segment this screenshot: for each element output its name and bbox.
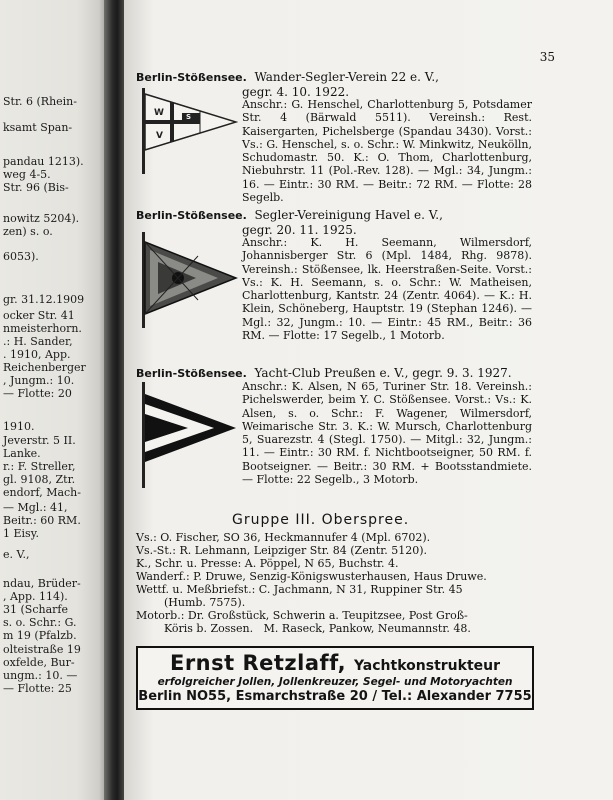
left-page-line: pandau 1213). (3, 155, 84, 168)
left-page-line: — Mgl.: 41, (3, 501, 68, 514)
left-page-line: nmeisterhorn. (3, 322, 82, 335)
entry-heading (136, 70, 536, 85)
left-page-line: s. o. Schr.: G. (3, 616, 77, 629)
left-page-line: ungm.: 10. — (3, 669, 78, 682)
left-page-line: 6053). (3, 250, 39, 263)
left-page-line: Beitr.: 60 RM. (3, 514, 81, 527)
flag-letter: S (186, 113, 192, 121)
ad-headline (138, 651, 532, 675)
left-page-line: Str. 6 (Rhein- (3, 95, 77, 108)
entry-club-name: Wander-Segler-Verein 22 e. V., (254, 70, 439, 84)
left-page-line: 31 (Scharfe (3, 603, 68, 616)
left-page-line: zen) s. o. (3, 225, 53, 238)
ad-tagline: erfolgreicher Jollen, Jollenkreuzer, Segel- und Motoryachten (157, 676, 513, 688)
group-line: Motorb.: Dr. Großstück, Schwerin a. Teupitzsee, Post Groß- (136, 609, 468, 622)
left-page-line: m 19 (Pfalzb. (3, 629, 77, 642)
left-page-line: 1 Eisy. (3, 527, 39, 540)
ad-address: Berlin NO55, Esmarchstraße 20 / Tel.: Alexander 7755 (138, 689, 532, 704)
club-entry-havel (136, 208, 536, 368)
group-line: Wanderf.: P. Druwe, Senzig-Königswusterhausen, Haus Druwe. (136, 570, 487, 583)
ad-name: Ernst Retzlaff, (169, 651, 347, 675)
left-page-line: Str. 96 (Bis- (3, 181, 69, 194)
pennant-preussen-icon (138, 380, 238, 490)
entry-founded: gegr. 20. 11. 1925. (242, 223, 357, 237)
left-page-line: oxfelde, Bur- (3, 656, 75, 669)
left-page-line: , App. 114). (3, 590, 68, 603)
left-page-line: ocker Str. 41 (3, 309, 75, 322)
left-page-line: weg 4-5. (3, 168, 51, 181)
left-page-line: olteistraße 19 (3, 643, 81, 656)
left-page-line: — Flotte: 20 (3, 387, 72, 400)
left-page-line: .: H. Sander, (3, 335, 73, 348)
ad-role: Yachtkonstrukteur (353, 658, 500, 674)
flag-letter: W (154, 108, 164, 118)
left-page-line: nowitz 5204). (3, 212, 80, 225)
entry-club-name: Segler-Vereinigung Havel e. V., (254, 208, 443, 222)
left-page-line: r.: F. Streller, (3, 460, 76, 473)
left-page-line: gl. 9108, Ztr. (3, 473, 76, 486)
flag-letter: V (156, 131, 163, 141)
entry-details: Anschr.: K. Alsen, N 65, Turiner Str. 18. Vereinsh.: Pichelswerder, beim Y. C. Stößensee. Vorst.: Vs.: K. Alsen, s. o. Schr.: F. Wagener, Wilmersdorf, Weimarische Str. 3. K.: W. Mursch, Charlottenburg 5, Suarezstr. 4 (Stegl. 1750). — Mitgl.: 32, Jungm.: 11. — Eintr.: 30 RM. f. Nichtbootseigner, 50 RM. f. Bootseigner. — Beitr.: 30 RM. + Bootsstandmiete. — Flotte: 22 Segelb., 3 Motorb. (242, 380, 532, 487)
left-page-line: — Flotte: 25 (3, 682, 72, 695)
left-page-line: 1910. (3, 420, 35, 433)
club-entry-preussen (136, 366, 536, 506)
left-page-line: endorf, Mach- (3, 486, 81, 499)
entry-details: Anschr.: K. H. Seemann, Wilmersdorf, Johannisberger Str. 6 (Mpl. 1484, Rhg. 9878). Vereinsh.: Stößensee, lk. Heerstraßen-Seite. Vorst.: Vs.: K. H. Seemann, s. o. Schr.: W. Matheisen, Charlottenburg, Kantstr. 24 (Zentr. 4064). — K.: H. Klein, Schöneberg, Hauptstr. 19 (Stephan 1246). — Mgl.: 32, Jungm.: 10. — Eintr.: 45 RM., Beitr.: 36 RM. — Flotte: 17 Segelb., 1 Motorb. (242, 236, 532, 343)
pennant-wsv-icon (138, 86, 238, 176)
left-page-line: ndau, Brüder- (3, 577, 81, 590)
entry-heading (136, 208, 536, 223)
left-page-line: Lanke. (3, 447, 41, 460)
entry-location: Berlin-Stößensee. (136, 209, 247, 222)
entry-details: Anschr.: G. Henschel, Charlottenburg 5, Potsdamer Str. 4 (Bärwald 5511). Vereinsh.: Rest. Kaisergarten, Pichelsberge (Spandau 3430). Vorst.: Vs.: G. Henschel, s. o. Schr.: W. Minkwitz, Neukölln, Schudomastr. 50. K.: O. Thom, Charlottenburg, Niebuhrstr. 11 (Pol.-Rev. 128). — Mgl.: 34, Jungm.: 16. — Eintr.: 30 RM. — Beitr.: 72 RM. — Flotte: 28 Segelb. (242, 98, 532, 205)
entry-location: Berlin-Stößensee. (136, 71, 247, 84)
club-entry-wander-segler (136, 70, 536, 210)
advertisement-box (136, 646, 534, 710)
entry-founded: gegr. 4. 10. 1922. (242, 85, 350, 99)
group-title: Gruppe III. Oberspree. (232, 512, 410, 528)
group-line: Vs.: O. Fischer, SO 36, Heckmannufer 4 (Mpl. 6702). (136, 531, 431, 544)
right-page (124, 0, 613, 800)
left-facing-page (0, 0, 110, 800)
group-line: Köris b. Zossen. M. Raseck, Pankow, Neumannstr. 48. (136, 622, 471, 635)
page-number: 35 (539, 50, 555, 64)
group-line: Wettf. u. Meßbriefst.: C. Jachmann, N 31, Ruppiner Str. 45 (136, 583, 463, 596)
entry-location: Berlin-Stößensee. (136, 367, 247, 380)
left-page-line: . 1910, App. (3, 348, 71, 361)
left-page-line: e. V., (3, 548, 30, 561)
group-line: K., Schr. u. Presse: A. Pöppel, N 65, Buchstr. 4. (136, 557, 399, 570)
pennant-havel-icon (138, 230, 238, 330)
left-page-line: Jeverstr. 5 II. (3, 434, 76, 447)
left-page-line: Reichenberger (3, 361, 86, 374)
group-line: Vs.-St.: R. Lehmann, Leipziger Str. 84 (Zentr. 5120). (136, 544, 428, 557)
left-page-line: gr. 31.12.1909 (3, 293, 85, 306)
group-line: (Humb. 7575). (136, 596, 246, 609)
entry-heading (136, 366, 536, 381)
entry-club-name: Yacht-Club Preußen e. V., gegr. 9. 3. 1927. (254, 366, 512, 380)
left-page-line: , Jungm.: 10. (3, 374, 75, 387)
left-page-line: ksamt Span- (3, 121, 73, 134)
